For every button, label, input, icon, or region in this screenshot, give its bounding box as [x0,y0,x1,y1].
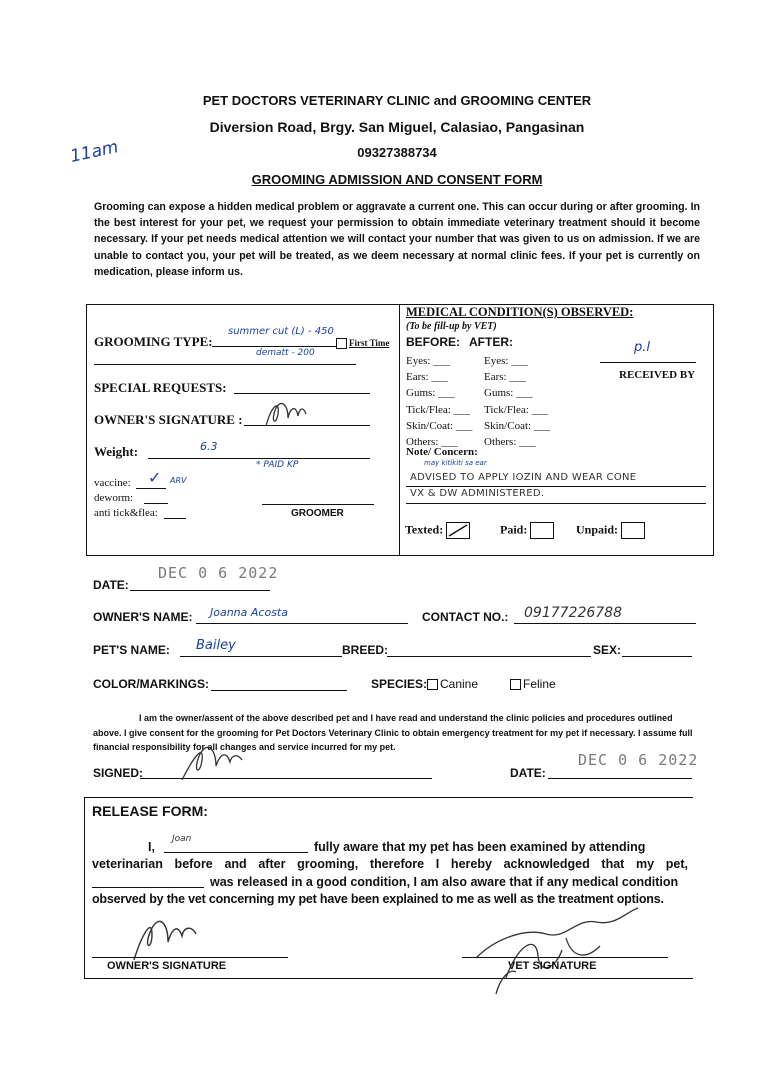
release-vet-sig-label: VET SIGNATURE [508,960,597,972]
color-line[interactable] [211,690,347,691]
first-time-label: First Time [349,338,390,348]
consent-signature-scribble [176,736,246,784]
first-time-checkbox[interactable] [336,338,347,349]
feline-checkbox[interactable] [510,679,521,690]
vaccine-check-icon: ✓ [148,468,162,487]
contact-line [514,623,696,624]
pet-name-line [180,656,342,657]
after-item: Ears: ___ [484,371,526,384]
vet-signature-scribble [466,898,646,998]
note-line-2[interactable]: VX & DW ADMINISTERED. [410,488,545,499]
paid-option[interactable] [500,522,554,539]
date-line [130,590,270,591]
intro-paragraph: Grooming can expose a hidden medical problem or aggravate a current one. This can occur during or after grooming. In the best interest for your pet, we request your permission to obtain immediate veterinary treatment should it become necessary. If your pet needs medical attention we will contact your number that was given to us on admission. If we are unable to contact you, your pet will be treated, as we deem necessary at normal clinic fees. If your pet is currently on medication, please inform us. [94,201,700,278]
consent-text: I am the owner/assent of the above described pet and I have read and understand the clinic policies and procedures outlined above. I give consent for the grooming for Pet Doctors Veterinary Clinic to obtain emergency treatment for my pet if necessary. I assume full financial responsibility for all changes and service incurred for my pet. [93,713,693,752]
pet-name-label: PET'S NAME: [93,643,170,657]
note-rule-2 [406,503,706,504]
owner-name-line [196,623,408,624]
contact-value[interactable]: 09177226788 [524,605,622,621]
canine-label: Canine [440,677,479,691]
note-label: Note/ Concern: [406,446,478,458]
breed-label: BREED: [342,643,389,657]
species-label: SPECIES: [371,677,428,691]
special-requests-line[interactable] [234,393,370,394]
owner-signature-scribble [258,396,308,432]
color-label: COLOR/MARKINGS: [93,677,209,691]
grooming-type-line [212,346,337,347]
form-title: GROOMING ADMISSION AND CONSENT FORM [251,172,543,187]
date-label: DATE: [93,578,129,592]
after-items [484,353,550,450]
owner-sig-line[interactable] [92,957,288,958]
paid-note: * PAID KP [256,460,299,470]
before-item: Eyes: ___ [406,355,450,367]
note-small: may kitikiti sa ear [424,459,487,467]
date-stamp: DEC 0 6 2022 [158,564,279,582]
after-item: Tick/Flea: ___ [484,403,549,416]
weight-value[interactable]: 6.3 [200,440,218,453]
consent-date-label: DATE: [510,766,546,780]
grooming-type-value[interactable]: summer cut (L) - 450 [228,326,334,337]
texted-checkbox[interactable] [446,522,470,539]
before-item: Skin/Coat: ___ [406,419,473,432]
before-item: Ears: ___ [406,371,448,384]
vaccine-value[interactable]: ARV [170,476,187,485]
clinic-phone: 09327388734 [357,145,437,160]
note-rule-1 [406,486,706,487]
feline-label: Feline [523,677,556,691]
release-text-1: fully aware that my pet has been examined by attending [314,840,646,854]
release-name-line[interactable] [164,852,308,853]
release-name-value[interactable]: Joan [172,834,192,844]
sex-label: SEX: [593,643,622,657]
deworm-line[interactable] [144,503,168,504]
antitick-line[interactable] [164,518,186,519]
texted-label: Texted: [405,522,444,537]
release-title: RELEASE FORM: [92,803,208,819]
groomer-line[interactable] [262,504,374,505]
unpaid-checkbox[interactable] [621,522,645,539]
grooming-type-value-2[interactable]: dematt - 200 [256,348,315,358]
paid-label: Paid: [500,522,528,537]
owner-name-label: OWNER'S NAME: [93,610,193,624]
release-owner-sig-label: OWNER'S SIGNATURE [107,960,227,972]
signed-label: SIGNED: [93,766,144,780]
release-i-label: I, [148,840,155,854]
unpaid-option[interactable] [576,522,645,539]
medical-subtitle: (To be fill-up by VET) [406,321,497,332]
owner-signature-label: OWNER'S SIGNATURE : [94,412,243,427]
release-text-2: veterinarian before and after grooming, therefore I hereby acknowledged that my pet, [92,857,688,871]
received-by-label: RECEIVED BY [619,369,696,381]
after-label: AFTER: [469,335,513,349]
release-text-4: observed by the vet concerning my pet have been explained to me as well as the treatment options. [92,892,664,906]
canine-option[interactable] [427,677,478,691]
consent-date-line[interactable] [548,778,692,779]
after-item: Others: ___ [484,436,536,449]
texted-check-mark-icon [447,523,469,538]
special-requests-label: SPECIAL REQUESTS: [94,380,227,395]
clinic-address: Diversion Road, Brgy. San Miguel, Calasiao, Pangasinan [209,119,585,135]
texted-option[interactable] [405,522,470,539]
owner-name-value[interactable]: Joanna Acosta [210,606,288,619]
weight-line [148,458,370,459]
medical-title: MEDICAL CONDITION(S) OBSERVED: [406,305,634,319]
feline-option[interactable] [510,677,556,691]
release-text-3: was released in a good condition, I am also aware that if any medical condition [210,875,679,889]
pet-name-value[interactable]: Bailey [196,638,236,653]
weight-label: Weight: [94,444,139,459]
after-item: Skin/Coat: ___ [484,419,551,432]
unpaid-label: Unpaid: [576,522,619,537]
release-pet-line[interactable] [92,887,204,888]
after-item: Eyes: ___ [484,355,528,367]
sex-line[interactable] [622,656,692,657]
handwritten-time: 11am [68,137,121,167]
deworm-label: deworm: [94,492,134,504]
before-item: Tick/Flea: ___ [406,403,471,416]
first-time-option[interactable] [336,338,389,349]
consent-date-stamp: DEC 0 6 2022 [578,751,699,769]
groomer-label: GROOMER [291,508,344,519]
received-by-line[interactable] [600,362,696,363]
note-line-1[interactable]: ADVISED TO APPLY IOZIN AND WEAR CONE [410,472,637,483]
vaccine-line [136,488,166,489]
before-items [406,353,472,450]
grooming-type-label: GROOMING TYPE: [94,334,213,349]
vaccine-label: vaccine: [94,477,131,489]
before-item: Others: ___ [406,436,458,449]
clinic-name: PET DOCTORS VETERINARY CLINIC and GROOMING CENTER [202,93,592,108]
column-divider [399,304,400,556]
before-item: Gums: ___ [406,387,455,400]
breed-line[interactable] [387,656,591,657]
after-item: Gums: ___ [484,387,533,400]
antitick-label: anti tick&flea: [94,507,158,519]
before-label: BEFORE: [406,335,460,349]
grooming-type-line-2 [94,364,356,365]
paid-checkbox[interactable] [530,522,554,539]
contact-label: CONTACT NO.: [422,610,509,624]
vet-sig-line[interactable] [462,957,668,958]
received-initials: p.l [634,340,650,355]
canine-checkbox[interactable] [427,679,438,690]
